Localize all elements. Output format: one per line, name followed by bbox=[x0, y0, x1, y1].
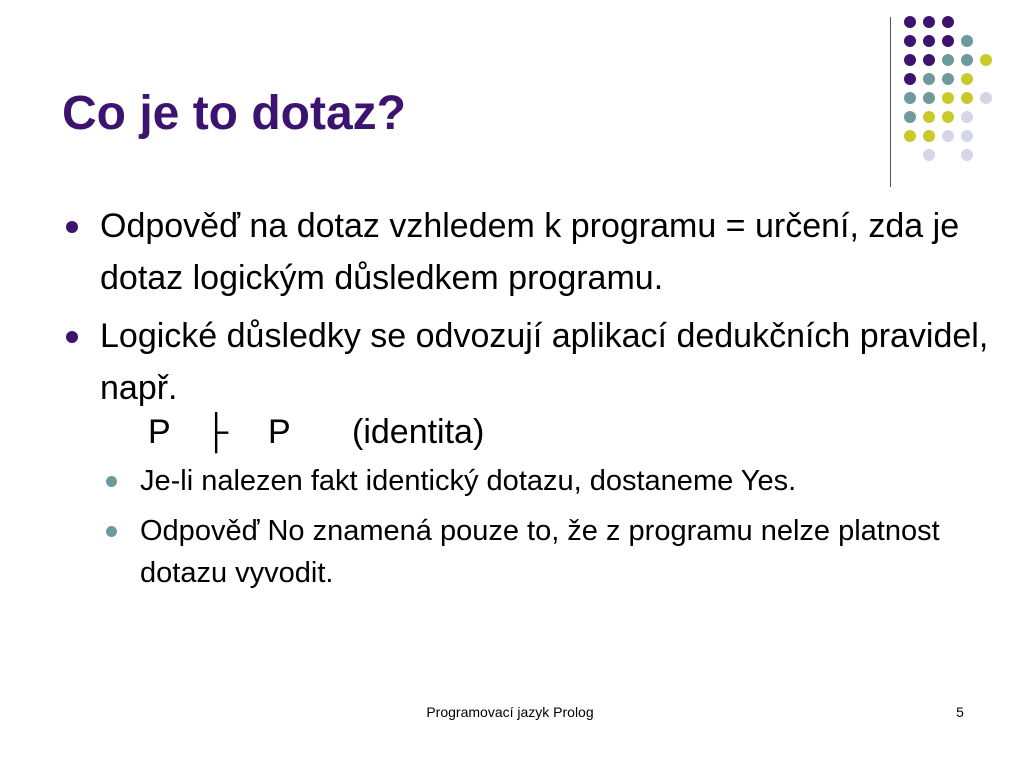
decorative-dot bbox=[923, 35, 935, 47]
sub-bullet-item bbox=[62, 510, 1002, 594]
decorative-dot bbox=[961, 149, 973, 161]
decorative-dot bbox=[904, 16, 916, 28]
formula-left: P bbox=[148, 413, 171, 451]
identity-formula bbox=[62, 410, 1002, 454]
decorative-dot bbox=[904, 130, 916, 142]
decorative-dot bbox=[961, 54, 973, 66]
decorative-dot bbox=[961, 111, 973, 123]
sub-bullet-text: Odpověď No znamená pouze to, že z programu nelze platnost dotazu vyvodit. bbox=[140, 515, 940, 589]
bullet-item bbox=[62, 310, 1002, 414]
decorative-dot bbox=[904, 111, 916, 123]
slide-content bbox=[62, 200, 1002, 602]
decorative-dot bbox=[923, 16, 935, 28]
slide-title: Co je to dotaz? bbox=[62, 87, 406, 140]
decorative-dot-grid bbox=[903, 11, 1013, 171]
decorative-dot bbox=[961, 35, 973, 47]
decorative-dot bbox=[942, 73, 954, 85]
decorative-dot bbox=[961, 130, 973, 142]
formula-right: P bbox=[268, 413, 291, 451]
decorative-dot bbox=[923, 92, 935, 104]
decorative-dot bbox=[923, 130, 935, 142]
bullet-text: Logické důsledky se odvozují aplikací dedukčních pravidel, např. bbox=[100, 317, 989, 407]
bullet-text: Odpověď na dotaz vzhledem k programu = určení, zda je dotaz logickým důsledkem programu. bbox=[100, 207, 960, 297]
decorative-dot bbox=[904, 73, 916, 85]
decorative-dot bbox=[904, 92, 916, 104]
decorative-dot bbox=[942, 130, 954, 142]
decorative-dot bbox=[923, 111, 935, 123]
sub-bullet-text: Je-li nalezen fakt identický dotazu, dostaneme Yes. bbox=[140, 465, 797, 497]
decorative-dot bbox=[980, 54, 992, 66]
decorative-dot bbox=[961, 73, 973, 85]
decorative-dot bbox=[980, 92, 992, 104]
decorative-dot bbox=[942, 111, 954, 123]
decorative-dot bbox=[904, 35, 916, 47]
bullet-item bbox=[62, 200, 1002, 304]
header-divider bbox=[890, 17, 891, 187]
decorative-dot bbox=[942, 54, 954, 66]
decorative-dot bbox=[923, 73, 935, 85]
decorative-dot bbox=[942, 35, 954, 47]
sub-bullet-item bbox=[62, 460, 1002, 502]
page-number: 5 bbox=[956, 704, 964, 720]
formula-operator: ├ bbox=[204, 413, 229, 451]
footer-text: Programovací jazyk Prolog bbox=[426, 704, 594, 720]
decorative-dot bbox=[942, 16, 954, 28]
decorative-dot bbox=[923, 54, 935, 66]
decorative-dot bbox=[961, 92, 973, 104]
decorative-dot bbox=[904, 54, 916, 66]
decorative-dot bbox=[923, 149, 935, 161]
formula-note: (identita) bbox=[352, 413, 485, 451]
decorative-dot bbox=[942, 92, 954, 104]
